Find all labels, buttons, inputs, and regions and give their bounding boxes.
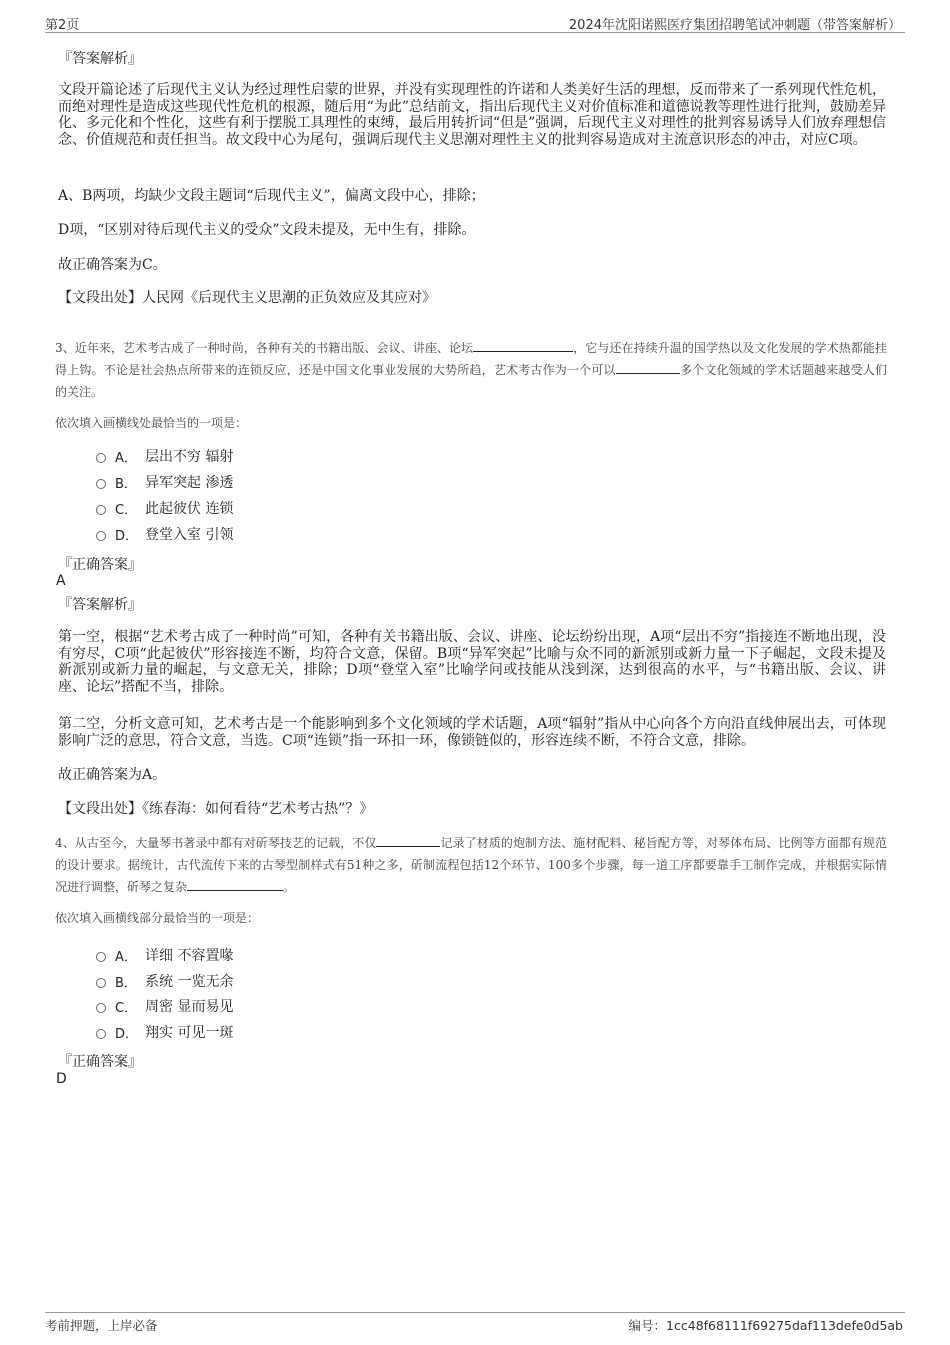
source-citation: 【文段出处】人民网《后现代主义思潮的正负效应及其应对》 [58, 290, 436, 306]
fill-blank [187, 878, 283, 891]
option-b[interactable]: B． 异军突起 渗透 [96, 472, 233, 492]
explain-paragraph: A、B两项，均缺少文段主题词“后现代主义”，偏离文段中心，排除； [58, 188, 485, 204]
source-citation: 【文段出处】《练春海：如何看待“艺术考古热”？》 [58, 801, 374, 817]
explain-label: 『答案解析』 [58, 51, 142, 67]
explain-paragraph: 第一空，根据“艺术考古成了一种时尚”可知，各种有关书籍出版、会议、讲座、论坛纷纷出现，A项“层出不穷”指接连不断地出现，没有穷尽，C项“此起彼伏”形容接连不断，均符合文意，保留。B项“异军突起”比喻与众不同的新派别或新力量一下子崛起，文段未提及新派别或新力量的崛起，与文意无关，排除；D项“登堂入室”比喻学问或技能从浅到深，达到很高的水平，与“书籍出版、会议、讲座、论坛”搭配不当，排除。 [58, 629, 886, 695]
page-number: 第2页 [45, 18, 80, 33]
explain-paragraph: D项，“区别对待后现代主义的受众”文段未提及，无中生有，排除。 [58, 222, 476, 238]
radio-icon[interactable] [96, 1003, 106, 1013]
explain-paragraph: 第二空，分析文意可知，艺术考古是一个能影响到多个文化领域的学术话题，A项“辐射”指从中心向各个方向沿直线伸展出去，可体现影响广泛的意思，符合文意，当选。C项“连锁”指一环扣一环，像锁链似的，形容连续不断，不符合文意，排除。 [58, 716, 886, 749]
page-header [45, 12, 905, 33]
answer-label: 『正确答案』 [58, 557, 142, 573]
conclusion: 故正确答案为A。 [58, 767, 167, 783]
radio-icon[interactable] [96, 952, 106, 962]
document-code: 编号：1cc48f68111f69275daf113defe0d5ab [628, 1318, 903, 1333]
radio-icon[interactable] [96, 505, 106, 515]
question-4-text: 4、从古至今，大量琴书著录中都有对斫琴技艺的记载，不仅 记录了材质的炮制方法、施材配料、秘旨配方等，对琴体布局、比例等方面都有规范的设计要求。据统计，古代流传下来的古琴型制样式有51种之多，斫制流程包括12个环节、100多个步骤，每一道工序都要靠手工制作完成，并根据实际情况进行调整，斫琴之复杂 。 [55, 836, 887, 894]
option-c[interactable]: C． 周密 显而易见 [96, 996, 233, 1016]
option-a[interactable]: A． 详细 不容置喙 [96, 945, 233, 965]
fill-blank [616, 361, 680, 374]
answer-label: 『正确答案』 [58, 1054, 142, 1070]
option-d[interactable]: D． 翔实 可见一斑 [96, 1022, 233, 1042]
radio-icon[interactable] [96, 453, 106, 463]
option-d[interactable]: D． 登堂入室 引领 [96, 524, 233, 544]
explain-paragraph: 文段开篇论述了后现代主义认为经过理性启蒙的世界，并没有实现理性的许诺和人类美好生活的理想，反而带来了一系列现代性危机，而绝对理性是造成这些现代性危机的根源，随后用“为此”总结前文，指出后现代主义对价值标准和道德说教等理性进行批判，鼓励差异化、多元化和个性化，这些有利于摆脱工具理性的束缚，最后用转折词“但是”强调，后现代主义对理性的批判容易诱导人们放弃理想信念、价值规范和责任担当。故文段中心为尾句，强调后现代主义思潮对理性主义的批判容易造成对主流意识形态的冲击，对应C项。 [58, 82, 886, 148]
fill-blank [473, 339, 573, 352]
footer-slogan: 考前押题，上岸必备 [45, 1318, 158, 1333]
question-3-text: 3、近年来，艺术考古成了一种时尚，各种有关的书籍出版、会议、讲座、论坛 ，它与还在持续升温的国学热以及文化发展的学术热都能挂得上钩。不论是社会热点所带来的连锁反应，还是中国文化事业发展的大势所趋，艺术考古作为一个可以 多个文化领域的学术话题越来越受人们的关注。 [55, 341, 887, 399]
correct-answer: D [56, 1071, 67, 1087]
option-c[interactable]: C． 此起彼伏 连锁 [96, 498, 233, 518]
option-b[interactable]: B． 系统 一览无余 [96, 971, 233, 991]
option-a[interactable]: A． 层出不穷 辐射 [96, 446, 233, 466]
radio-icon[interactable] [96, 531, 106, 541]
radio-icon[interactable] [96, 479, 106, 489]
correct-answer: A [56, 573, 66, 589]
conclusion: 故正确答案为C。 [58, 257, 167, 273]
question-prompt: 依次填入画横线部分最恰当的一项是： [55, 911, 260, 925]
explain-label: 『答案解析』 [58, 597, 142, 613]
page-footer [45, 1312, 905, 1333]
question-prompt: 依次填入画横线处最恰当的一项是： [55, 416, 248, 430]
radio-icon[interactable] [96, 1029, 106, 1039]
document-title: 2024年沈阳诺熙医疗集团招聘笔试冲刺题（带答案解析） [568, 18, 901, 33]
radio-icon[interactable] [96, 978, 106, 988]
fill-blank [376, 834, 440, 847]
